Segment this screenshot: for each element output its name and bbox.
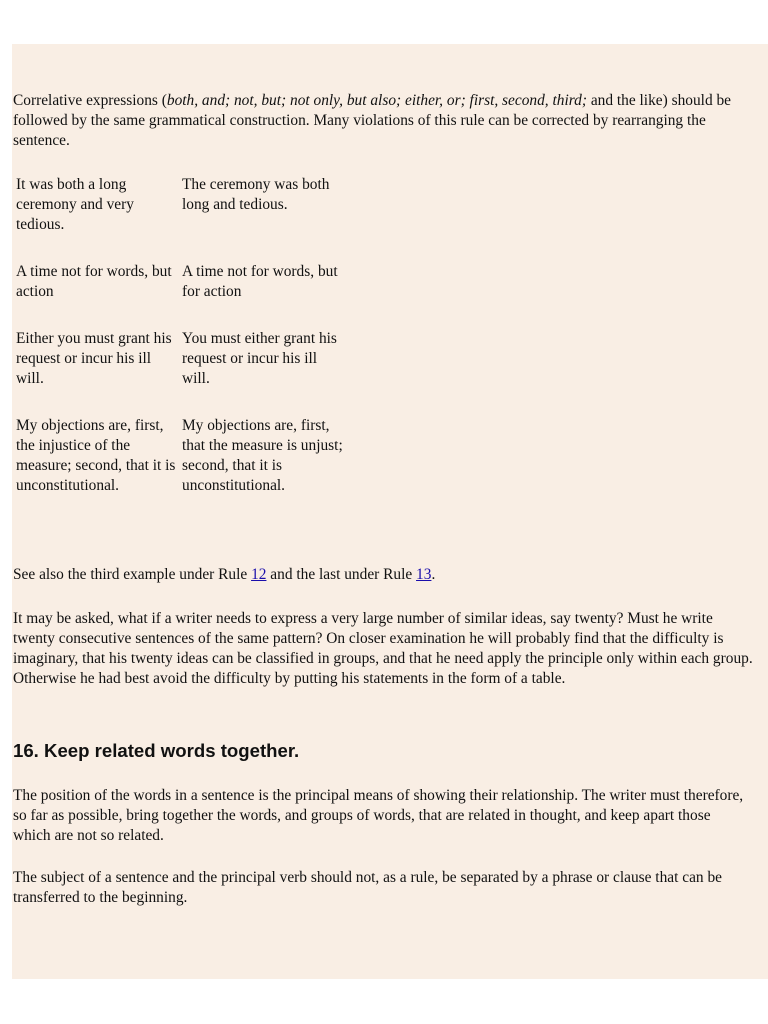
see-also-paragraph — [13, 565, 753, 585]
example-row — [12, 262, 344, 302]
rule-13-link[interactable]: 13 — [416, 566, 432, 583]
example-before: It was both a long ceremony and very tedious. — [16, 176, 134, 233]
examples-table — [12, 175, 344, 496]
example-after: My objections are, first, that the measure is unjust; second, that it is unconstitutional. — [182, 417, 343, 494]
example-after: You must either grant his request or incur his ill will. — [182, 330, 337, 387]
see-also-text: See also the third example under Rule — [13, 566, 252, 583]
see-also-text: . — [431, 566, 436, 583]
rule-12-link[interactable]: 12 — [251, 566, 267, 583]
example-row — [12, 329, 344, 389]
example-row — [12, 175, 344, 235]
body-paragraph: The position of the words in a sentence is the principal means of showing their relationship. The writer must therefore, so far as possible, bring together the words, and groups of words, that are related in thought, and keep apart those which are not so related. — [13, 787, 744, 844]
example-before: Either you must grant his request or incur his ill will. — [16, 330, 172, 387]
see-also-text: and the last under Rule — [266, 566, 417, 583]
intro-paragraph — [13, 91, 753, 151]
intro-tail: and the like) should be followed by the same grammatical construction. Many violations of this rule can be corrected by rearranging the sentence. — [13, 92, 732, 149]
intro-lead: Correlative expressions ( — [13, 92, 167, 109]
section-heading: 16. Keep related words together. — [13, 740, 300, 761]
body-paragraph: The subject of a sentence and the principal verb should not, as a rule, be separated by a phrase or clause that can be transferred to the beginning. — [13, 869, 722, 906]
example-before: A time not for words, but action — [16, 263, 172, 300]
body-paragraph: It may be asked, what if a writer needs to express a very large number of similar ideas, say twenty? Must he write twenty consecutive sentences of the same pattern? On closer examination he will probably find that the difficulty is imaginary, that his twenty ideas can be classified in groups, and that he need apply the principle only within each group. Otherwise he had best avoid the difficulty by putting his statements in the form of a table. — [13, 610, 753, 687]
example-before: My objections are, first, the injustice of the measure; second, that it is unconstitutional. — [16, 417, 176, 494]
example-after: The ceremony was both long and tedious. — [182, 176, 330, 213]
example-after: A time not for words, but for action — [182, 263, 338, 300]
intro-terms: both, and; not, but; not only, but also; either, or; first, second, third; — [166, 92, 587, 109]
document-page — [12, 44, 768, 979]
example-row — [12, 416, 344, 496]
